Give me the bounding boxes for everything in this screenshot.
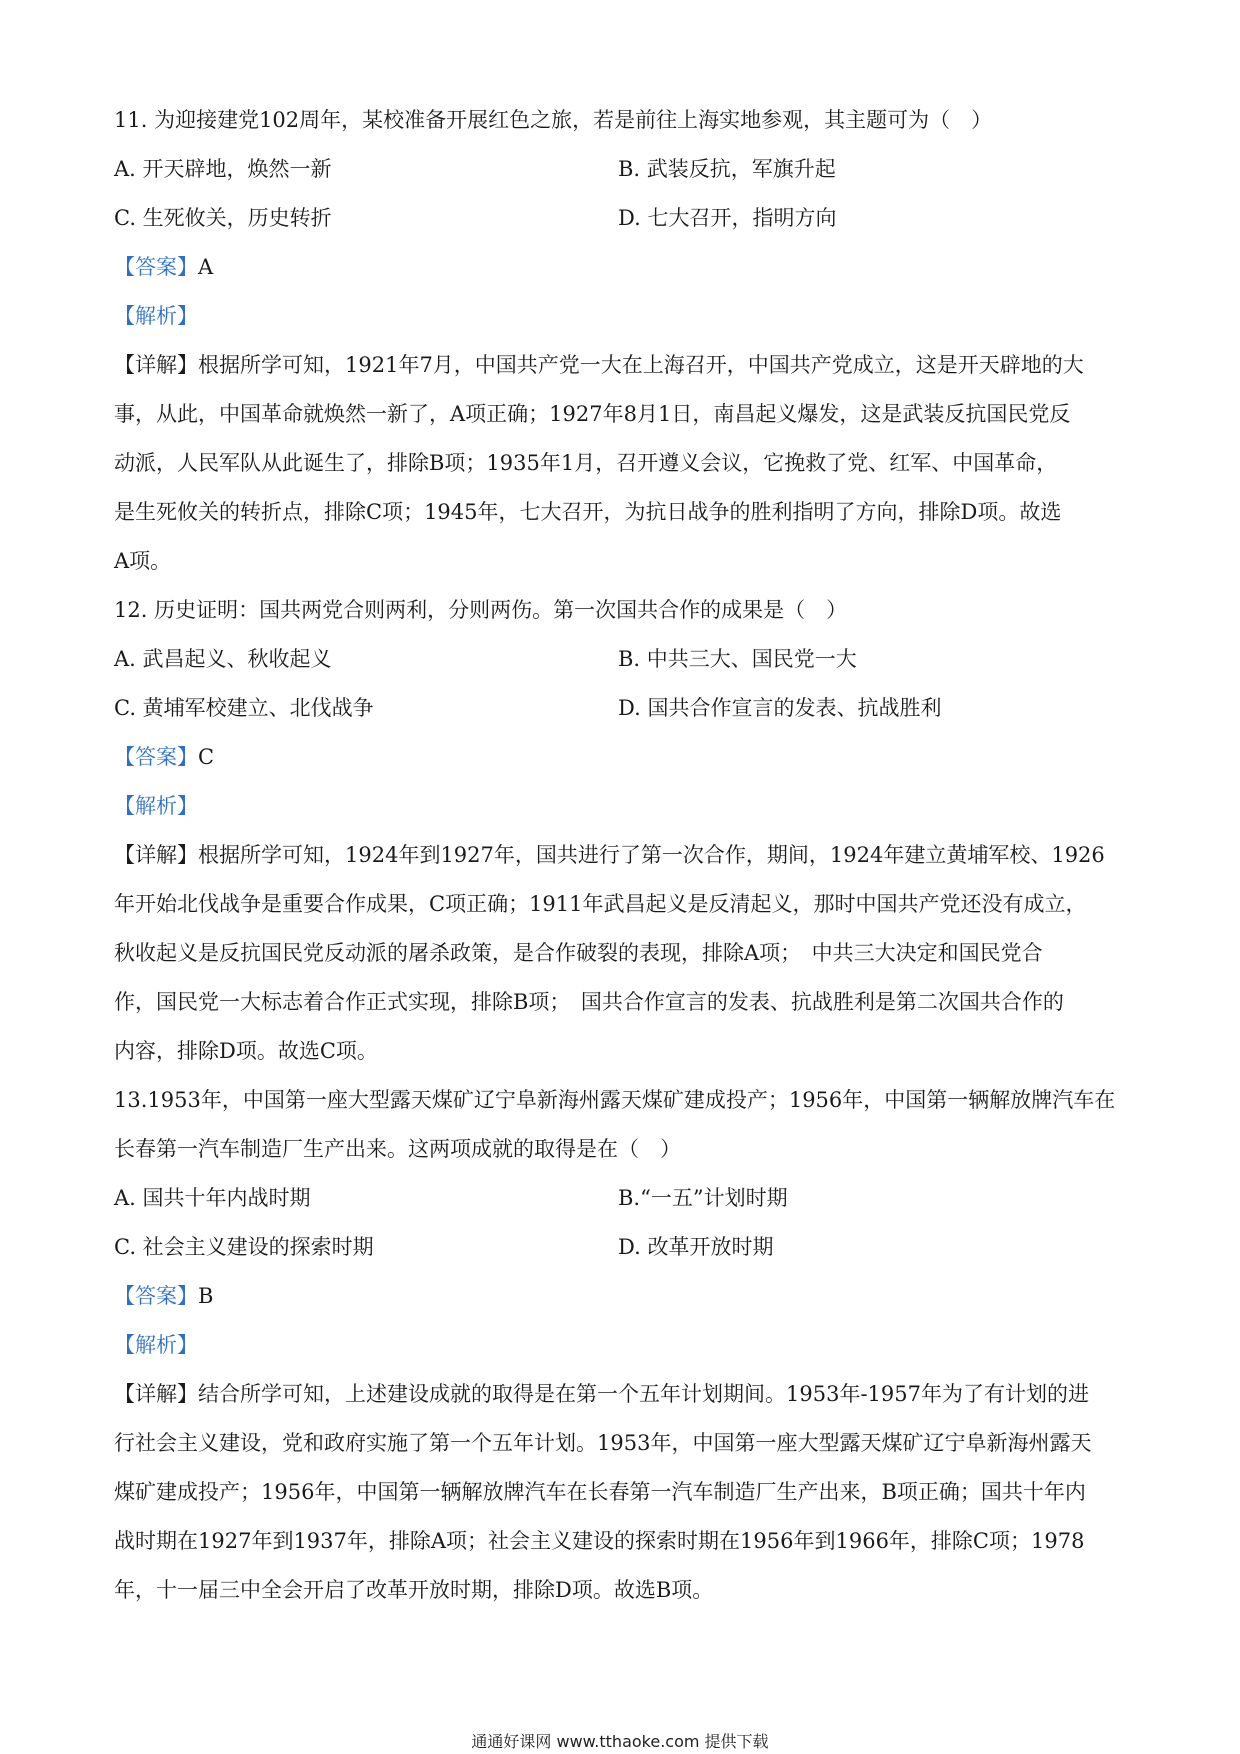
analysis-line — [114, 782, 1134, 831]
option-a: A. 武昌起义、秋收起义 — [114, 647, 332, 671]
answer-tag: 【答案】 — [114, 745, 198, 769]
detail-text: 根据所学可知，1921年7月，中国共产党一大在上海召开，中国共产党成立，这是开天辟地的大 — [198, 353, 1084, 377]
analysis-tag: 【解析】 — [114, 304, 198, 328]
detail-tag: 【详解】 — [114, 353, 198, 377]
detail-text: 根据所学可知，1924年到1927年，国共进行了第一次合作，期间，1924年建立黄埔军校、1926 — [198, 843, 1105, 867]
analysis-line — [114, 292, 1134, 341]
option-c: C. 生死攸关，历史转折 — [114, 206, 332, 230]
question-stem: 12. 历史证明：国共两党合则两利，分则两伤。第一次国共合作的成果是（ ） — [114, 598, 848, 622]
option-a: A. 国共十年内战时期 — [114, 1186, 311, 1210]
question-stem: 11. 为迎接建党102周年，某校准备开展红色之旅，若是前往上海实地参观，其主题可为（ ） — [114, 108, 993, 132]
option-row — [114, 1223, 1134, 1272]
document-page — [114, 96, 1134, 1615]
option-c: C. 社会主义建设的探索时期 — [114, 1235, 374, 1259]
detail-line: 作，国民党一大标志着合作正式实现，排除B项； 国共合作宣言的发表、抗战胜利是第二次国共合作的 — [114, 990, 1064, 1014]
analysis-line — [114, 1321, 1134, 1370]
option-row — [114, 635, 1134, 684]
option-row — [114, 684, 1134, 733]
option-a: A. 开天辟地，焕然一新 — [114, 157, 332, 181]
detail-line: 行社会主义建设，党和政府实施了第一个五年计划。1953年，中国第一座大型露天煤矿辽宁阜新海州露天 — [114, 1431, 1092, 1455]
option-b: B.“一五”计划时期 — [618, 1186, 788, 1210]
question-13 — [114, 1076, 1134, 1615]
option-row — [114, 1174, 1134, 1223]
answer-value: B — [198, 1284, 214, 1308]
question-stem: 13.1953年，中国第一座大型露天煤矿辽宁阜新海州露天煤矿建成投产；1956年，中国第一辆解放牌汽车在 — [114, 1088, 1116, 1112]
detail-line: 事，从此，中国革命就焕然一新了，A项正确；1927年8月1日，南昌起义爆发，这是武装反抗国民党反 — [114, 402, 1071, 426]
option-d: D. 改革开放时期 — [618, 1235, 774, 1259]
option-d: D. 七大召开，指明方向 — [618, 206, 837, 230]
detail-line: 是生死攸关的转折点，排除C项；1945年，七大召开，为抗日战争的胜利指明了方向，排除D项。故选 — [114, 500, 1062, 524]
option-row — [114, 194, 1134, 243]
detail-line: 动派，人民军队从此诞生了，排除B项；1935年1月，召开遵义会议，它挽救了党、红军、中国革命， — [114, 451, 1058, 475]
detail-line: 内容，排除D项。故选C项。 — [114, 1039, 378, 1063]
detail-text: 结合所学可知，上述建设成就的取得是在第一个五年计划期间。1953年-1957年为了有计划的进 — [198, 1382, 1089, 1406]
answer-value: C — [198, 745, 215, 769]
detail-line: 年，十一届三中全会开启了改革开放时期，排除D项。故选B项。 — [114, 1578, 714, 1602]
detail-line — [114, 1370, 1134, 1419]
answer-tag: 【答案】 — [114, 1284, 198, 1308]
detail-tag: 【详解】 — [114, 843, 198, 867]
detail-line: 煤矿建成投产；1956年，中国第一辆解放牌汽车在长春第一汽车制造厂生产出来，B项正确；国共十年内 — [114, 1480, 1086, 1504]
detail-line: A项。 — [114, 549, 172, 573]
option-c: C. 黄埔军校建立、北伐战争 — [114, 696, 374, 720]
page-footer: 通通好课网 www.tthaoke.com 提供下载 — [471, 1732, 769, 1751]
analysis-tag: 【解析】 — [114, 1333, 198, 1357]
analysis-tag: 【解析】 — [114, 794, 198, 818]
answer-line — [114, 243, 1134, 292]
answer-tag: 【答案】 — [114, 255, 198, 279]
option-b: B. 中共三大、国民党一大 — [618, 647, 857, 671]
detail-line — [114, 341, 1134, 390]
option-b: B. 武装反抗，军旗升起 — [618, 157, 836, 181]
question-11 — [114, 96, 1134, 586]
option-d: D. 国共合作宣言的发表、抗战胜利 — [618, 696, 942, 720]
detail-line: 年开始北伐战争是重要合作成果，C项正确；1911年武昌起义是反清起义，那时中国共产党还没有成立， — [114, 892, 1087, 916]
answer-value: A — [198, 255, 214, 279]
answer-line — [114, 1272, 1134, 1321]
answer-line — [114, 733, 1134, 782]
detail-line — [114, 831, 1134, 880]
detail-line: 战时期在1927年到1937年，排除A项；社会主义建设的探索时期在1956年到1966年，排除C项；1978 — [114, 1529, 1085, 1553]
question-12 — [114, 586, 1134, 1076]
detail-tag: 【详解】 — [114, 1382, 198, 1406]
option-row — [114, 145, 1134, 194]
question-stem: 长春第一汽车制造厂生产出来。这两项成就的取得是在（ ） — [114, 1137, 681, 1161]
detail-line: 秋收起义是反抗国民党反动派的屠杀政策，是合作破裂的表现，排除A项； 中共三大决定和国民党合 — [114, 941, 1043, 965]
